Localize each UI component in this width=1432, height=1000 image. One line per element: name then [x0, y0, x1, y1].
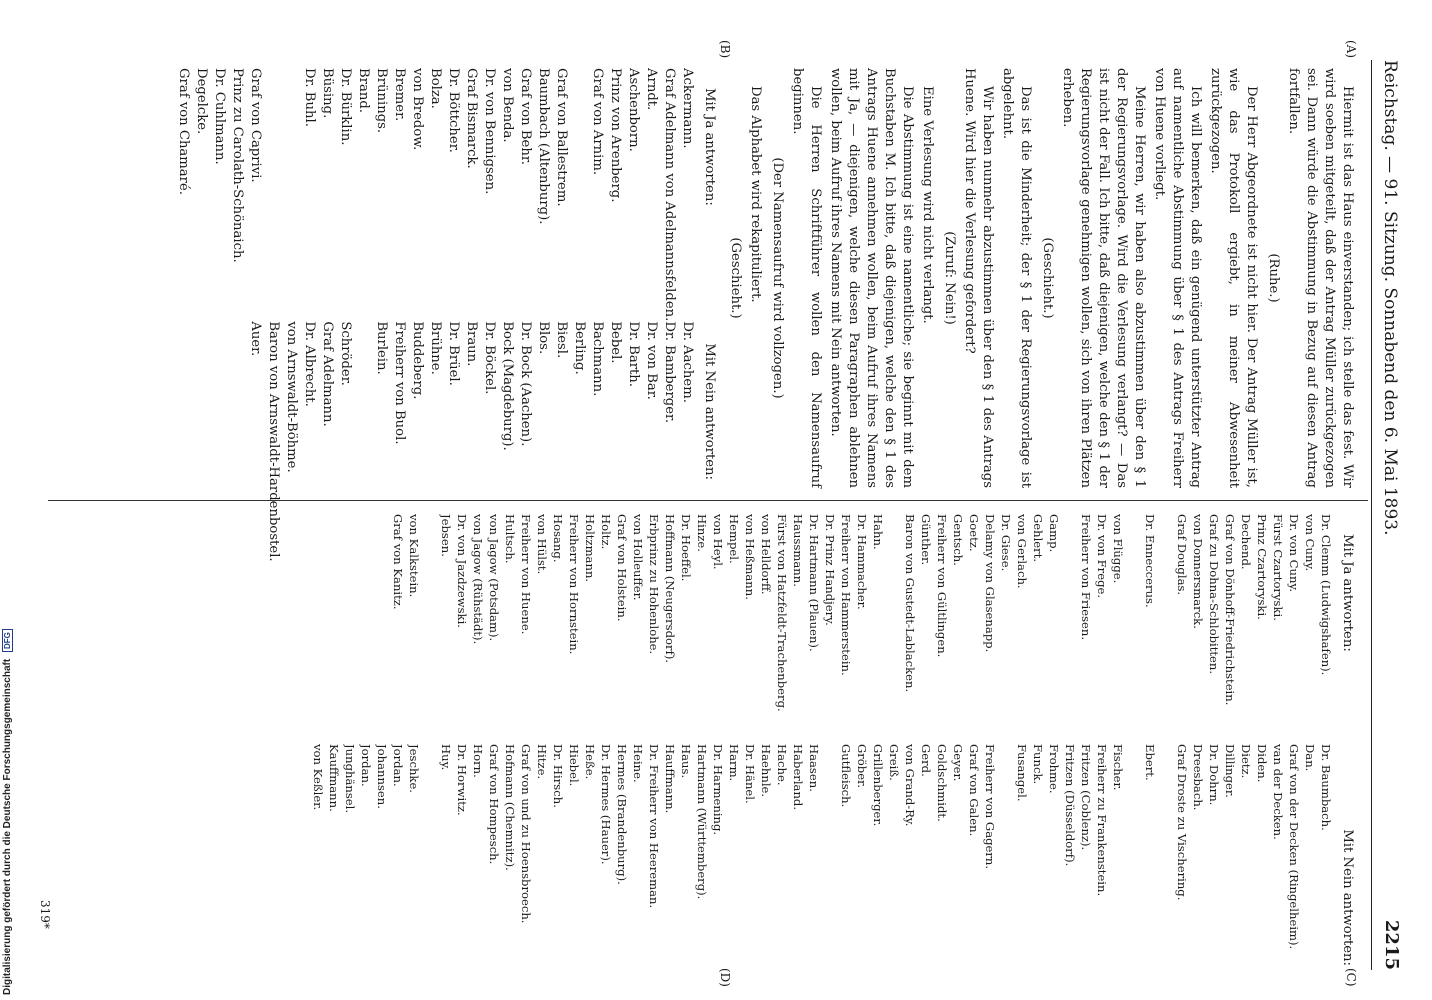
paragraph: Meine Herren, wir haben also abzustimmen über den § 1 der Regierungsvorlage. Wird die Verlesung verlangt? — Das ist nicht der Fall. Ich bitte, daß diejenigen, welche den § 1 der Regierungsvorlage genehmigen wollen, sich von ihren Plätzen erheben.	[1060, 68, 1147, 488]
list-item: Fritzen (Coblenz).	[1079, 744, 1093, 851]
list-item: Haus.	[679, 744, 693, 779]
list-item	[1126, 514, 1142, 744]
list-item: Dr. Prinz Handjery.	[823, 514, 837, 626]
list-item: Gentsch.	[951, 514, 965, 566]
list-item: Heine.	[631, 744, 645, 783]
list-item: Aschenborn.	[626, 68, 641, 152]
running-title: Reichstag. — 91. Sitzung. Sonnabend den 6. Mai 1893.	[1380, 60, 1400, 536]
page-number: 2215	[1381, 919, 1402, 970]
list-item: Fürst von Hatzfeldt-Trachenberg.	[775, 514, 789, 712]
list-item: Dr. Bürklin.	[338, 68, 353, 146]
list-item: Dan.	[1303, 744, 1317, 772]
paragraph: (Der Namensaufruf wird vollzogen.)	[770, 157, 785, 399]
list-item: Graf Douglas.	[1175, 514, 1189, 596]
list-item: Graf von und zu Hoensbroech.	[519, 744, 533, 924]
list-item: van der Decken.	[1271, 744, 1285, 840]
list-item: Graf von Caprivi.	[248, 68, 263, 183]
list-item: Fischer.	[1111, 744, 1125, 791]
paragraph: (Zuruf: Nein!)	[942, 231, 957, 325]
list-item: Dietz.	[1239, 744, 1253, 779]
list-item: Dr. von Jazdzewski.	[455, 514, 469, 628]
list-item: Dr. Cuhlmann.	[212, 68, 227, 165]
list-item: Baron von Arnswaldt-Hardenbostel.	[266, 321, 281, 562]
list-item: Ackermann.	[680, 68, 695, 149]
paragraph: (Geschieht.)	[728, 237, 743, 319]
list-item: Junghänsel.	[343, 744, 357, 814]
sheet-mark: 319*	[38, 900, 52, 929]
list-item: Dr. Böckel.	[482, 321, 497, 395]
list-item: von Benda.	[500, 68, 515, 143]
list-item: Dr. Dohrn.	[1207, 744, 1221, 806]
digitization-note: Digitalisierung gefördert durch die Deutsche Forschungsgemeinschaft DFG	[2, 629, 13, 995]
list-item: Fürst Czartoryski.	[1271, 514, 1285, 621]
list-item: von Bredow.	[410, 68, 425, 151]
list-item: Dr. Clemm (Ludwigshafen).	[1319, 514, 1333, 676]
list-item: von Flügge.	[1111, 514, 1125, 584]
header-rule	[1371, 60, 1372, 970]
list-item: Haehnle.	[759, 744, 773, 798]
list-item: Hofmann (Chemnitz).	[503, 744, 517, 871]
list-item: von Jagow (Potsdam).	[487, 514, 501, 642]
list-item	[264, 68, 282, 321]
list-item: von Heyl.	[711, 514, 725, 570]
list-item: Jeschke.	[407, 744, 421, 793]
list-item: Burlein.	[374, 321, 389, 375]
no-list	[310, 744, 1334, 974]
list-item: Dr. Böttcher.	[446, 68, 461, 153]
list-item: Günther.	[919, 514, 933, 566]
list-item: Jordan.	[391, 744, 405, 787]
right-vote-headings	[1338, 514, 1356, 974]
margin-mark-a: (A)	[1344, 40, 1358, 59]
list-item: Prinz zu Carolath-Schönaich.	[230, 68, 245, 263]
list-item: Hauffmann.	[663, 744, 677, 814]
list-item: Freiherr zu Frankenstein.	[1095, 744, 1109, 897]
list-item: von Cuny.	[1303, 514, 1317, 572]
list-item: Dr. Enneccerus.	[1143, 514, 1157, 608]
list-item: Dr. Albrecht.	[302, 321, 317, 407]
paragraph: (Ruhe.)	[1266, 253, 1281, 303]
page-header	[1374, 60, 1408, 970]
list-item: Buddeberg.	[410, 321, 425, 400]
list-item: Graf von Behr.	[518, 68, 533, 165]
list-item	[282, 68, 300, 321]
list-item: Dr. Horwitz.	[455, 744, 469, 816]
yes-heading: Mit Ja antworten:	[702, 88, 717, 206]
list-item: Brünings.	[374, 68, 389, 134]
list-item: Prinz Czartoryski.	[1255, 514, 1269, 620]
margin-mark-c: (C)	[1344, 968, 1358, 987]
paragraph: Das ist die Minderheit; der § 1 der Regierungsvorlage ist abgelehnt.	[1000, 68, 1033, 488]
list-item: Prinz von Arenberg.	[608, 68, 623, 203]
list-item: Freiherr von Buol.	[392, 321, 407, 445]
list-item: Hartmann (Württemberg).	[695, 744, 709, 900]
list-item: Braun.	[464, 321, 479, 367]
list-item: Graf von Arnim.	[590, 68, 605, 176]
list-item: Diden.	[1255, 744, 1269, 783]
list-item: Hultsch.	[503, 514, 517, 564]
list-item: Goetz.	[967, 514, 981, 552]
list-item: Dillinger.	[1223, 744, 1237, 798]
list-item: Grillenberger.	[871, 744, 885, 827]
list-item: Dr. von Bar.	[644, 321, 659, 400]
list-item: Freiherr von Hornstein.	[567, 514, 581, 655]
list-item: Johannsen.	[375, 744, 389, 809]
list-item: Brand.	[356, 68, 371, 113]
list-item: Brühne.	[428, 321, 443, 375]
list-item: Hoffmann (Neugersdorf).	[663, 514, 677, 664]
list-item: Degelcke.	[194, 68, 209, 135]
list-item: Freiherr von Hammerstein.	[839, 514, 853, 676]
paragraph: Ich will bemerken, daß ein genügend unterstützter Antrag auf namentliche Abstimmung über § 1 des Antrags Freiherr von Huene vorliegt.	[1152, 68, 1203, 488]
list-item: Graf von Hompesch.	[487, 744, 501, 865]
list-item: Bachmann.	[590, 321, 605, 397]
list-item: Erbprinz zu Hohenlohe.	[647, 514, 661, 655]
yes-heading: Mit Ja antworten:	[1340, 534, 1355, 652]
list-item: Dr. Giese.	[999, 514, 1013, 572]
list-item: Dr. Brüel.	[446, 321, 461, 386]
list-item: Dr. Bamberger.	[662, 321, 677, 424]
list-item	[822, 744, 838, 974]
list-item: Bock (Magdeburg).	[500, 321, 515, 451]
list-item: Freiherr von Huene.	[519, 514, 533, 635]
list-item: Haasen.	[807, 744, 821, 792]
list-item: Graf Adelmann von Adelmannsfelden.	[662, 68, 677, 322]
no-heading: Mit Nein antworten:	[702, 343, 717, 480]
list-item: Dr. Baumbach.	[1319, 744, 1333, 831]
list-item: Hempel.	[727, 514, 741, 564]
list-item: Bebel.	[608, 321, 623, 364]
list-item: Freiherr von Friesen.	[1079, 514, 1093, 641]
list-item: Fritzen (Düsseldorf).	[1063, 744, 1077, 867]
list-item: Graf Droste zu Vischering.	[1175, 744, 1189, 901]
list-item: Dr. Hermes (Hauer).	[599, 744, 613, 865]
list-item: Hosang.	[551, 514, 565, 563]
list-item: von Donnersmarck.	[1191, 514, 1205, 629]
list-item: Dr. von Frege.	[1095, 514, 1109, 599]
list-item: Hermes (Brandenburg).	[615, 744, 629, 885]
list-item: Harm.	[727, 744, 741, 782]
list-item: Bolza.	[428, 68, 443, 109]
yes-list	[310, 514, 1334, 744]
list-item	[1158, 744, 1174, 974]
list-item: Jordan.	[359, 744, 373, 787]
list-item: Gamp.	[1047, 514, 1061, 553]
list-item: von Kalkstein.	[407, 514, 421, 598]
list-item: von Keßler.	[311, 744, 325, 811]
paragraph: Hiermit ist das Haus einverstanden; ich stelle das fest. Wir wird soeben mitgeteilt, daß der Antrag Müller zurückgezogen sei. Dann würde die Abstimmung in Bezug auf diesen Antrag fortfallen.	[1286, 68, 1355, 488]
list-item: Gröber.	[855, 744, 869, 789]
list-item: von Heßmann.	[743, 514, 757, 600]
list-item: Graf Adelmann.	[320, 321, 335, 427]
list-item	[886, 514, 902, 744]
list-item: Graf von der Decken (Ringelheim).	[1287, 744, 1301, 950]
list-item	[1158, 514, 1174, 744]
list-item: Gehlert.	[1031, 514, 1045, 563]
paragraph: Eine Verlesung wird nicht verlangt.	[920, 86, 935, 324]
right-vote-lists	[310, 514, 1334, 974]
list-item: Dr. Barth.	[626, 321, 641, 387]
list-item: Geyer.	[951, 744, 965, 782]
list-item: Dr. von Bennigsen.	[482, 68, 497, 195]
list-item: Bremer.	[392, 68, 407, 122]
list-item: Dreesbach.	[1191, 744, 1205, 811]
list-item: Dechend.	[1239, 514, 1253, 570]
list-item: Frohme.	[1047, 744, 1061, 794]
left-vote-headings	[700, 68, 718, 488]
list-item: Büsing.	[320, 68, 335, 119]
list-item: Graf von Ballestrem.	[554, 68, 569, 207]
list-item: Graf Bismarck.	[464, 68, 479, 169]
list-item: Baumbach (Altenburg).	[536, 68, 551, 225]
list-item: von Arnswaldt-Böhme.	[284, 321, 299, 473]
paragraph: Der Herr Abgeordnete ist nicht hier. Der Antrag Müller ist, wie das Protokoll ergiebt, in meiner Abwesenheit zurückgezogen.	[1208, 68, 1259, 488]
list-item: Graf von Dönhoff-Friedrichstein.	[1223, 514, 1237, 706]
list-item	[998, 744, 1014, 974]
list-item: Hitze.	[535, 744, 549, 780]
list-item: Arndt.	[644, 68, 659, 111]
list-item: Baron von Gustedt-Lablacken.	[903, 514, 917, 693]
list-item	[570, 68, 588, 321]
list-item: Graf von Galen.	[967, 744, 981, 837]
yes-list	[174, 68, 696, 321]
list-item: Dr. Harmening.	[711, 744, 725, 836]
list-item: Heße.	[583, 744, 597, 780]
list-item	[1126, 744, 1142, 974]
paragraph: (Geschieht.)	[1040, 237, 1055, 319]
list-item: Delamy von Glasenapp.	[983, 514, 997, 653]
list-item: Holtz.	[599, 514, 613, 550]
list-item: Graf zu Dohna-Schlobitten.	[1207, 514, 1221, 675]
list-item: Freiherr von Gagern.	[983, 744, 997, 870]
dfg-logo: DFG	[2, 629, 13, 652]
list-item: Dr. Buhl.	[302, 68, 317, 127]
list-item: Dr. Hänel.	[743, 744, 757, 804]
list-item: Haussmann.	[791, 514, 805, 587]
list-item: Dr. Freiherr von Heereman.	[647, 744, 661, 909]
list-item: Hiebel.	[567, 744, 581, 787]
paragraph: Die Herren Schriftführer wollen den Namensaufruf beginnen.	[790, 68, 823, 488]
list-item: Holtzmann.	[583, 514, 597, 583]
list-item: Fusangel.	[1015, 744, 1029, 802]
list-item: Berling.	[572, 321, 587, 375]
list-item: Dr. Hartmann (Plauen).	[807, 514, 821, 652]
list-item: Hinze.	[695, 514, 709, 552]
paragraph: Das Alphabet wird rekapituliert.	[748, 86, 763, 303]
list-item: Funck.	[1031, 744, 1045, 785]
list-item: Hache.	[775, 744, 789, 786]
list-item: Blos.	[536, 321, 551, 355]
list-item: von Hülst.	[535, 514, 549, 575]
list-item: Auer.	[248, 321, 263, 357]
list-item: Gerd.	[919, 744, 933, 777]
list-item: Kauffmann.	[327, 744, 341, 812]
list-item: Ebert.	[1143, 744, 1157, 781]
paragraph: Die Abstimmung ist eine namentliche; sie beginnt mit dem Buchstaben M. Ich bitte, daß diejenigen, welche den § 1 des Antrags Huene annehmen wollen, beim Aufruf ihres Namens mit Ja, — diejenigen, welche diesen Paragraphen ablehnen wollen, beim Aufruf ihres Namens mit Nein antworten.	[828, 68, 915, 488]
list-item: Dr. Hirsch.	[551, 744, 565, 808]
list-item	[1062, 514, 1078, 744]
list-item: Dr. von Cuny.	[1287, 514, 1301, 593]
list-item	[422, 514, 438, 744]
list-item: Freiherr von Gültlingen.	[935, 514, 949, 658]
list-item: Dr. Bock (Aachen).	[518, 321, 533, 447]
list-item: Goldschmidt.	[935, 744, 949, 822]
list-item: Graf von Holstein.	[615, 514, 629, 622]
list-item: Huy.	[439, 744, 453, 771]
list-item: Haberland.	[791, 744, 805, 811]
list-item: Schröder.	[338, 321, 353, 386]
list-item: von Helldorff.	[759, 514, 773, 595]
paragraph: Wir haben nunmehr abzustimmen über den § 1 des Antrags Huene. Wird hier die Verlesung gefordert?	[962, 68, 995, 488]
list-item: Graf von Kanitz.	[391, 514, 405, 610]
list-item: Biesl.	[554, 321, 569, 359]
list-item: Horn.	[471, 744, 485, 778]
list-item: von Jagow (Rühstädt).	[471, 514, 485, 645]
list-item: Jebsen.	[439, 514, 453, 557]
right-column	[310, 514, 1356, 974]
list-item	[422, 744, 438, 974]
list-item: Greiß.	[887, 744, 901, 781]
list-item: von Grand-Ry.	[903, 744, 917, 827]
margin-mark-b: (B)	[718, 40, 732, 59]
list-item: Dr. Hoeffel.	[679, 514, 693, 582]
list-item: von Holleuffer.	[631, 514, 645, 601]
margin-mark-d: (D)	[718, 968, 732, 987]
list-item: Dr. Hammacher.	[855, 514, 869, 610]
list-item: Gutfleisch.	[839, 744, 853, 808]
no-heading: Mit Nein antworten:	[1340, 829, 1355, 966]
left-paragraphs	[726, 68, 1356, 488]
list-item: von Gerlach.	[1015, 514, 1029, 589]
list-item: Graf von Chamaré.	[176, 68, 191, 195]
list-item: Dr. Aachem.	[680, 321, 695, 403]
list-item: Hahn.	[871, 514, 885, 550]
